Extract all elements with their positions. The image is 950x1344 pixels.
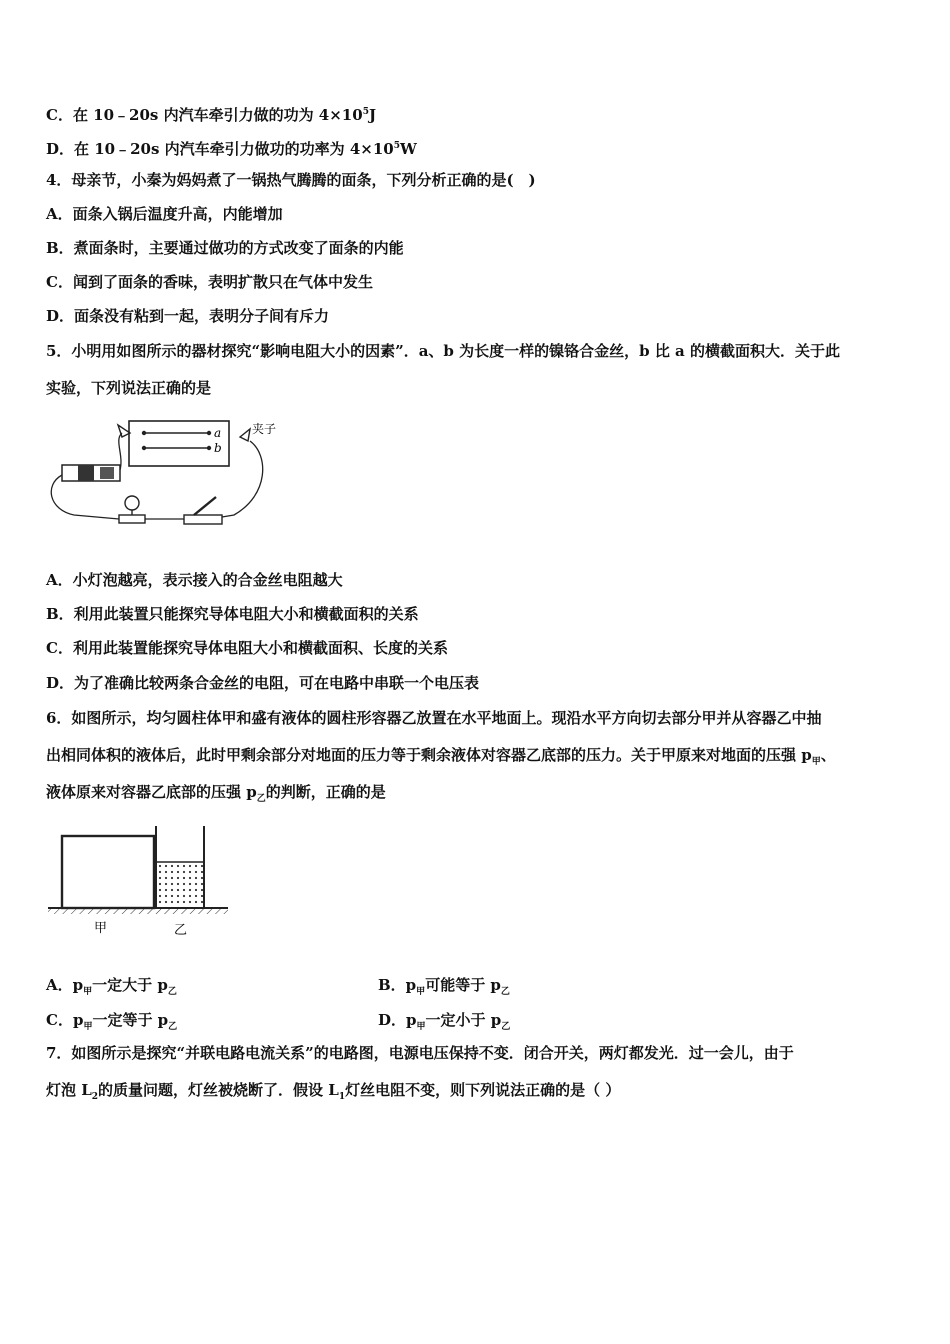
q5-circuit-figure bbox=[44, 415, 294, 535]
q3-option-c-exponent: 5 bbox=[362, 107, 369, 117]
q6-option-c bbox=[46, 1010, 177, 1037]
q5-stem-line1: 5．小明用如图所示的器材探究“影响电阻大小的因素”．a、b 为长度一样的镍铬合金丝，b 比 a 的横截面积大．关于此 bbox=[46, 342, 841, 360]
switch-lever bbox=[194, 497, 216, 515]
q4-option-d: D．面条没有粘到一起，表明分子间有斥力 bbox=[46, 307, 330, 325]
q7-stem-line2-sub2: 1 bbox=[338, 1092, 346, 1102]
label-yi: 乙 bbox=[174, 923, 188, 938]
q6-option-a-sub2: 乙 bbox=[167, 987, 177, 997]
q6-option-b-sub2: 乙 bbox=[500, 987, 510, 997]
q7-stem-line2-post: 灯丝电阻不变，则下列说法正确的是（ ） bbox=[345, 1081, 621, 1099]
switch-base bbox=[184, 515, 222, 524]
q3-option-c bbox=[46, 102, 376, 125]
bulb bbox=[125, 496, 139, 510]
q6-option-b bbox=[378, 975, 510, 1002]
q6-figure bbox=[44, 822, 234, 942]
q5-option-b: B．利用此装置只能探究导体电阻大小和横截面积的关系 bbox=[46, 605, 419, 623]
q5-option-d: D．为了准确比较两条合金丝的电阻，可在电路中串联一个电压表 bbox=[46, 674, 480, 692]
q4-option-a: A．面条入锅后温度升高，内能增加 bbox=[46, 205, 283, 223]
q6-stem-line2 bbox=[46, 745, 836, 772]
q6-stem-line3-pre: 液体原来对容器乙底部的压强 p bbox=[46, 783, 257, 801]
q7-stem-line2-pre: 灯泡 L bbox=[46, 1081, 92, 1099]
q3-option-c-unit: J bbox=[368, 106, 377, 124]
bulb-base bbox=[119, 515, 145, 523]
label-b: b bbox=[214, 441, 222, 455]
cylinder-jia bbox=[62, 836, 154, 908]
clip-right bbox=[240, 429, 250, 441]
label-clip: 夹子 bbox=[252, 422, 277, 436]
liquid-yi bbox=[157, 862, 203, 908]
q7-stem-line2-mid: 的质量问题，灯丝被烧断了．假设 L bbox=[98, 1081, 339, 1099]
q6-option-c-sub1: 甲 bbox=[83, 1022, 93, 1032]
q3-option-d bbox=[46, 136, 417, 159]
q6-stem-line1: 6．如图所示，均匀圆柱体甲和盛有液体的圆柱形容器乙放置在水平地面上。现沿水平方向切去部分甲并从容器乙中抽 bbox=[46, 709, 822, 727]
q6-option-d-sub1: 甲 bbox=[416, 1022, 426, 1032]
q6-option-b-mid: 可能等于 p bbox=[425, 976, 501, 994]
q6-option-d bbox=[378, 1010, 510, 1037]
q3-option-d-text: D．在 10﹣20s 内汽车牵引力做功的功率为 4×10 bbox=[46, 140, 394, 158]
label-a: a bbox=[214, 426, 222, 440]
q6-option-d-mid: 一定小于 p bbox=[425, 1011, 502, 1029]
q4-stem: 4．母亲节，小秦为妈妈煮了一锅热气腾腾的面条，下列分析正确的是( ) bbox=[46, 171, 536, 189]
q3-option-d-exponent: 5 bbox=[393, 141, 401, 151]
q6-stem-line3-post: 的判断，正确的是 bbox=[265, 783, 386, 801]
q5-option-a: A．小灯泡越亮，表示接入的合金丝电阻越大 bbox=[46, 571, 343, 589]
q7-stem-line2-sub1: 2 bbox=[91, 1092, 99, 1102]
q6-option-d-sub2: 乙 bbox=[501, 1022, 511, 1032]
q5-option-c: C．利用此装置能探究导体电阻大小和横截面积、长度的关系 bbox=[46, 639, 448, 657]
q4-option-c: C．闻到了面条的香味，表明扩散只在气体中发生 bbox=[46, 273, 373, 291]
q6-option-b-pre: B．p bbox=[378, 976, 417, 994]
q6-stem-line3 bbox=[46, 782, 386, 809]
q4-option-b: B．煮面条时，主要通过做功的方式改变了面条的内能 bbox=[46, 239, 404, 257]
q7-stem-line1: 7．如图所示是探究“并联电路电流关系”的电路图，电源电压保持不变．闭合开关，两灯都发光．过一会儿，由于 bbox=[46, 1044, 794, 1062]
label-jia: 甲 bbox=[94, 921, 108, 936]
q6-option-a-mid: 一定大于 p bbox=[92, 976, 168, 994]
q6-option-a-pre: A．p bbox=[46, 976, 84, 994]
q7-stem-line2 bbox=[46, 1080, 620, 1107]
q3-option-c-text: C．在 10﹣20s 内汽车牵引力做的功为 4×10 bbox=[46, 106, 363, 124]
q6-option-d-pre: D．p bbox=[378, 1011, 417, 1029]
q3-option-d-unit: W bbox=[400, 140, 417, 158]
q6-option-c-mid: 一定等于 p bbox=[92, 1011, 169, 1029]
q6-option-c-pre: C．p bbox=[46, 1011, 84, 1029]
q6-option-b-sub1: 甲 bbox=[416, 987, 426, 997]
q6-option-a bbox=[46, 975, 177, 1002]
q6-stem-line2-sub: 甲 bbox=[811, 757, 821, 767]
q6-stem-line3-sub: 乙 bbox=[256, 794, 266, 804]
q6-stem-line2-text: 出相同体积的液体后，此时甲剩余部分对地面的压力等于剩余液体对容器乙底部的压力。关于甲原来对地面的压强 p bbox=[46, 746, 812, 764]
q6-stem-line2-end: 、 bbox=[820, 746, 836, 764]
q5-stem-line2: 实验，下列说法正确的是 bbox=[46, 379, 212, 397]
q6-option-a-sub1: 甲 bbox=[83, 987, 93, 997]
q6-option-c-sub2: 乙 bbox=[168, 1022, 178, 1032]
